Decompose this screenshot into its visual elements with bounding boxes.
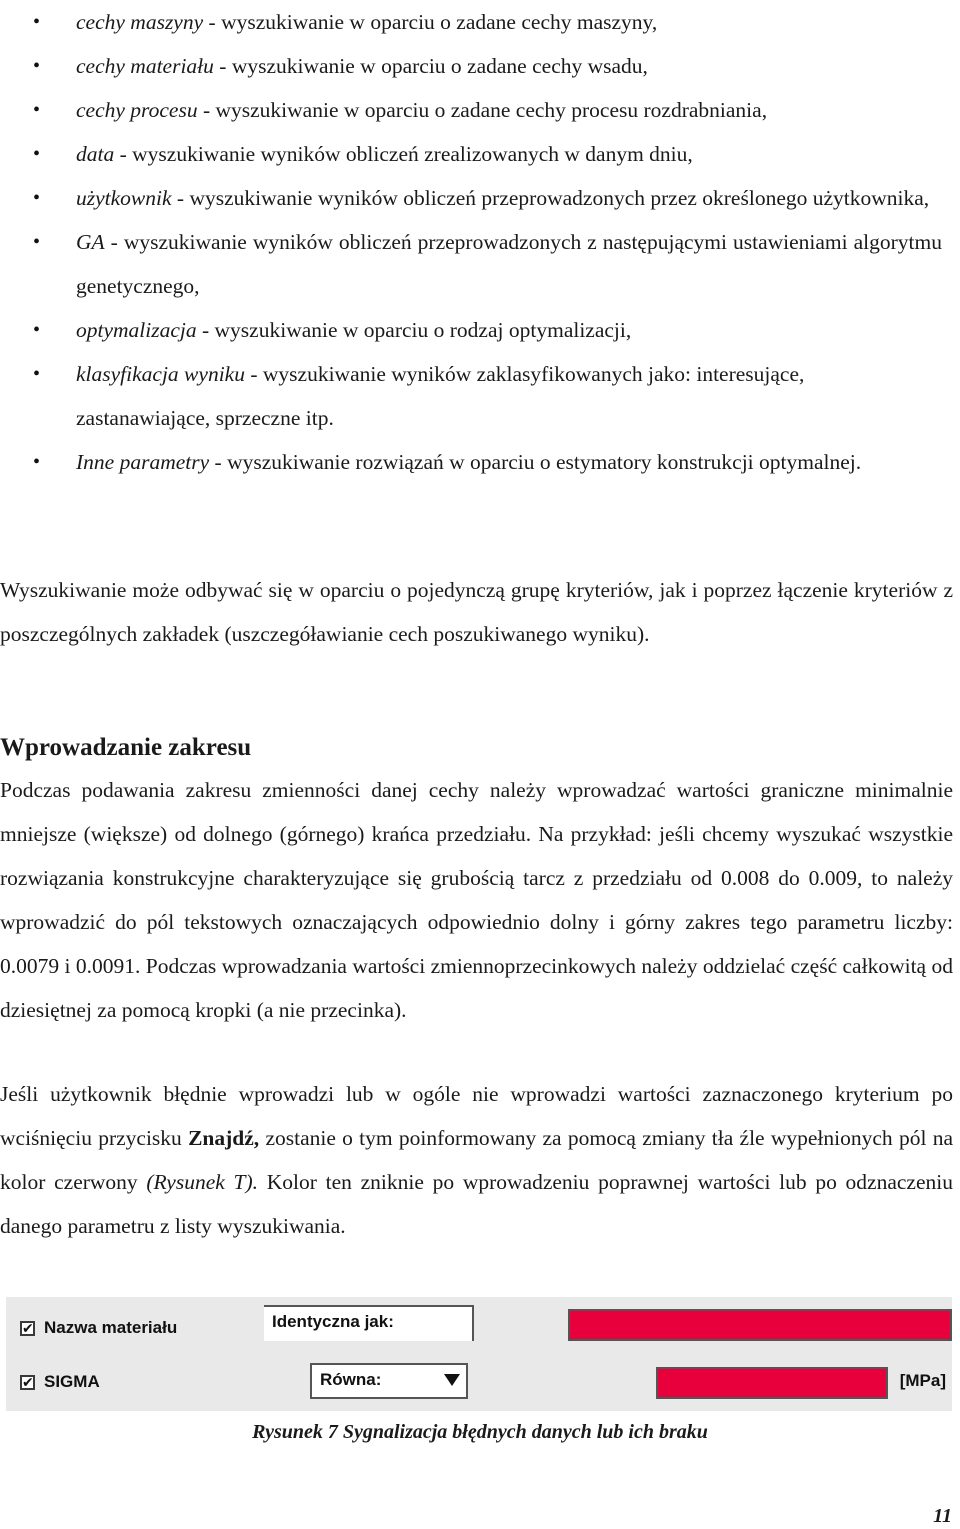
list-item (0, 88, 960, 132)
material-name-checkbox[interactable]: ✔ (22, 1320, 34, 1336)
figure-reference: (Rysunek T). (146, 1170, 259, 1194)
list-item (0, 308, 960, 352)
paragraph-error-text: Jeśli użytkownik błędnie wprowadzi lub w ogóle nie wprowadzi wartości zaznaczonego kryterium po wciśnięciu przycisku (0, 1082, 953, 1150)
page-number: 11 (933, 1505, 952, 1527)
criterion-term: cechy maszyny (76, 10, 204, 34)
material-name-label: Nazwa materiału (44, 1318, 178, 1337)
material-name-mode-select[interactable] (264, 1305, 474, 1341)
paragraph-error (0, 1072, 953, 1248)
criterion-description: - wyszukiwanie w oparciu o rodzaj optymalizacji, (196, 318, 632, 342)
criterion-term: cechy materiału (76, 54, 214, 78)
list-item (0, 440, 960, 484)
sigma-mode-select[interactable] (310, 1363, 468, 1399)
paragraph-error-text: Kolor ten zniknie po wprowadzeniu poprawnej wartości lub po odznaczeniu danego parametru z listy wyszukiwania. (0, 1170, 953, 1238)
sigma-checkbox[interactable]: ✔ (22, 1374, 34, 1390)
criterion-term: Inne parametry (76, 450, 210, 474)
list-item (0, 132, 960, 176)
list-item (0, 352, 960, 440)
criterion-description: - wyszukiwanie wyników obliczeń przeprowadzonych z następującymi ustawieniami algorytmu genetycznego, (76, 230, 942, 298)
list-item (0, 44, 960, 88)
criterion-row-material-name (6, 1303, 952, 1353)
criterion-description: - wyszukiwanie wyników obliczeń przeprowadzonych przez określonego użytkownika, (171, 186, 930, 210)
sigma-label: SIGMA (44, 1372, 100, 1391)
criterion-description: - wyszukiwanie w oparciu o zadane cechy procesu rozdrabniania, (197, 98, 768, 122)
list-item (0, 176, 960, 220)
criteria-list (0, 0, 960, 484)
criterion-term: cechy procesu (76, 98, 198, 122)
sigma-input-error[interactable] (656, 1367, 888, 1399)
material-name-input-error[interactable] (568, 1309, 952, 1341)
figure-caption: Rysunek 7 Sygnalizacja błędnych danych lub ich braku (252, 1421, 708, 1443)
sigma-mode-value: Równa: (320, 1370, 382, 1389)
criterion-description: - wyszukiwanie wyników obliczeń zrealizowanych w danym dniu, (114, 142, 693, 166)
criterion-row-sigma (6, 1361, 952, 1411)
list-item (0, 0, 960, 44)
figure-screenshot (6, 1297, 952, 1411)
section-heading: Wprowadzanie zakresu (0, 734, 252, 761)
button-name-reference: Znajdź, (188, 1126, 260, 1150)
criterion-description: - wyszukiwanie wyników zaklasyfikowanych jako: interesujące, zastanawiające, sprzeczne itp. (76, 362, 805, 430)
sigma-unit: [MPa] (899, 1371, 946, 1390)
paragraph-search: Wyszukiwanie może odbywać się w oparciu o pojedynczą grupę kryteriów, jak i poprzez łączenie kryteriów z poszczególnych zakładek (uszczegóławianie cech poszukiwanego wyniku). (0, 578, 953, 646)
chevron-down-icon (444, 1374, 460, 1386)
criterion-term: optymalizacja (76, 318, 197, 342)
criterion-term: data (76, 142, 115, 166)
list-item (0, 220, 960, 308)
criterion-term: GA (76, 230, 105, 254)
criterion-description: - wyszukiwanie rozwiązań w oparciu o estymatory konstrukcji optymalnej. (209, 450, 862, 474)
criterion-description: - wyszukiwanie w oparciu o zadane cechy wsadu, (213, 54, 648, 78)
paragraph-error-text: zostanie o tym poinformowany za pomocą zmiany tła źle wypełnionych pól na kolor czerwony (0, 1126, 953, 1194)
criterion-description: - wyszukiwanie w oparciu o zadane cechy maszyny, (203, 10, 658, 34)
criterion-term: klasyfikacja wyniku (76, 362, 245, 386)
paragraph-range: Podczas podawania zakresu zmienności danej cechy należy wprowadzać wartości graniczne minimalnie mniejsze (większe) od dolnego (górnego) krańca przedziału. Na przykład: jeśli chcemy wyszukać wszystkie rozwiązania konstrukcyjne charakteryzujące się grubością tarcz z przedziału od 0.008 do 0.009, to należy wprowadzić do pól tekstowych oznaczających odpowiednio dolny i górny zakres tego parametru liczby: 0.0079 i 0.0091. Podczas wprowadzania wartości zmiennoprzecinkowych należy oddzielać część całkowitą od dziesiętnej za pomocą kropki (a nie przecinka). (0, 778, 953, 1022)
material-name-mode-value: Identyczna jak: (272, 1312, 394, 1331)
criterion-term: użytkownik (76, 186, 172, 210)
